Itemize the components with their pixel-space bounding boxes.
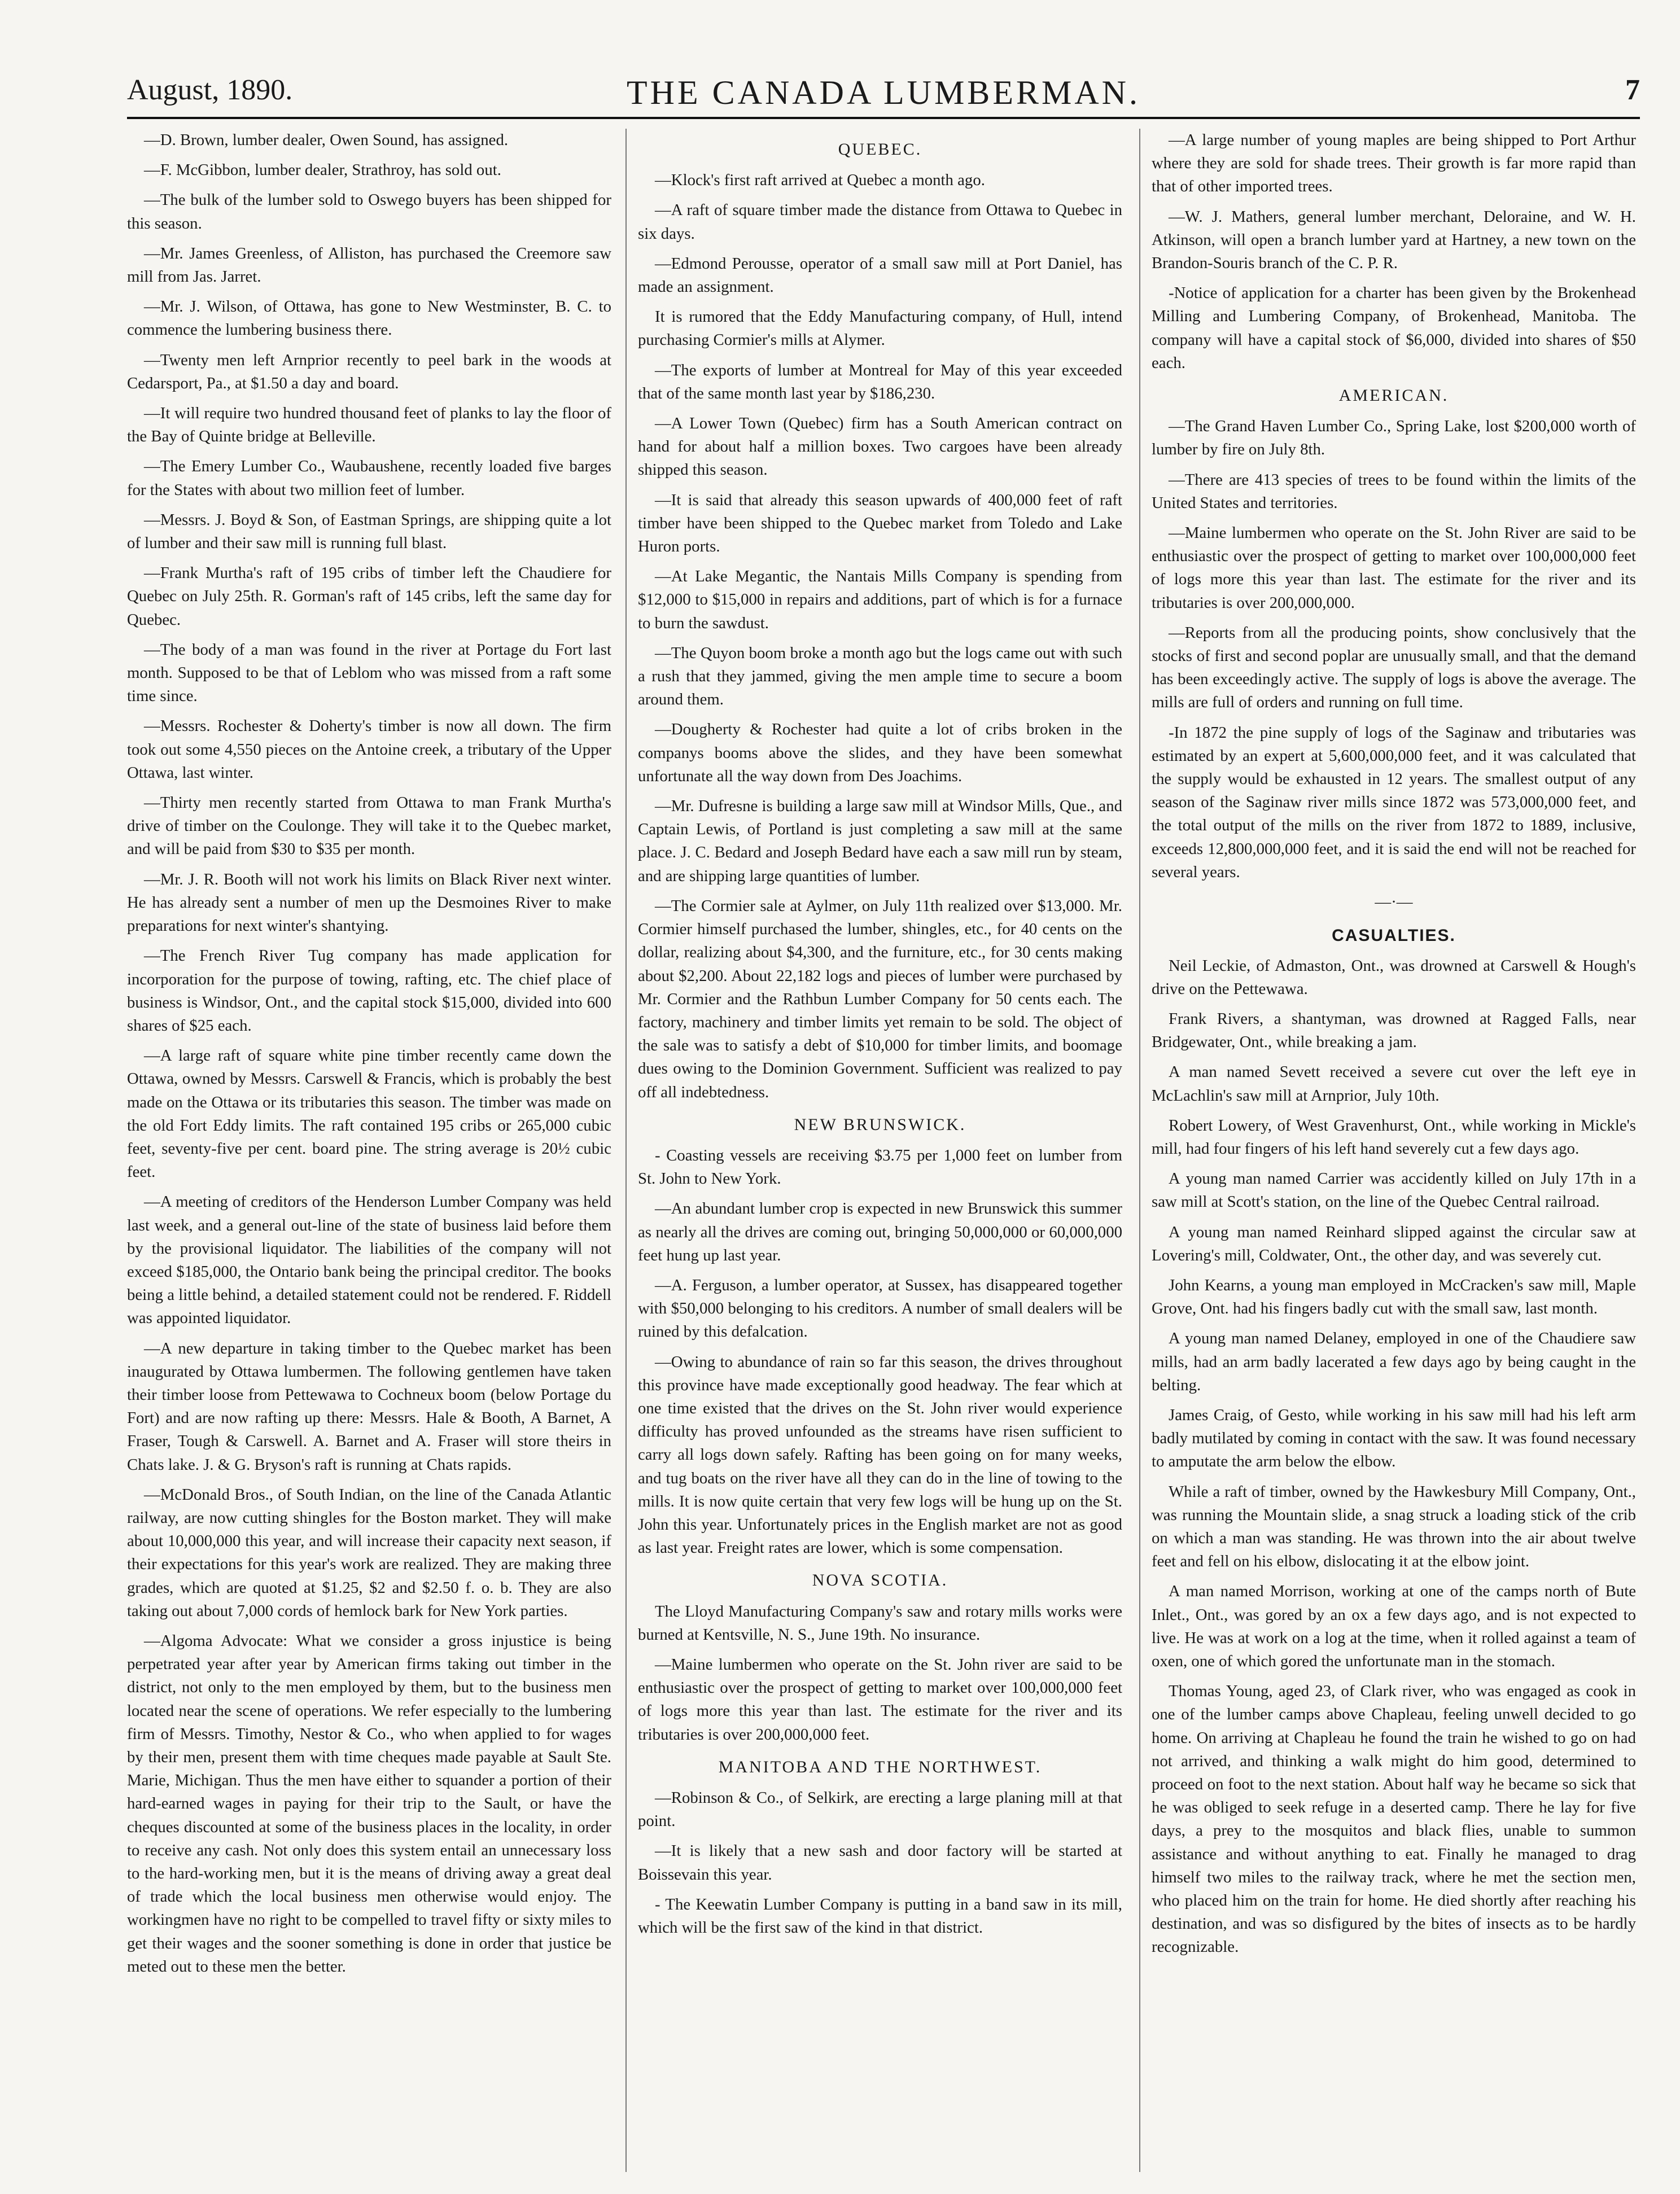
nova-scotia-news bbox=[638, 1600, 1122, 1746]
news-paragraph: —Frank Murtha's raft of 195 cribs of timber left the Chaudiere for Quebec on July 25th. R. Gorman's raft of 145 cribs, left the same day for Quebec. bbox=[127, 564, 611, 629]
news-paragraph: —The Quyon boom broke a month ago but the logs came out with such a rush that they jammed, giving the men ample time to secure a boom around them. bbox=[638, 643, 1122, 709]
news-paragraph: A young man named Carrier was accidently killed on July 17th in a saw mill at Scott's station, on the line of the Quebec Central railroad. bbox=[1152, 1170, 1636, 1211]
news-paragraph: —The exports of lumber at Montreal for May of this year exceeded that of the same month last year by $186,230. bbox=[638, 361, 1122, 402]
header-rule bbox=[127, 117, 1640, 119]
news-paragraph: —Owing to abundance of rain so far this season, the drives throughout this province have made exceptionally good headway. The fear which at one time existed that the drives on the St. John river would experience difficulty has proved unfounded as the streams have risen sufficient to carry all logs down safely. Rafting has been going on for many weeks, and tug boats on the river have all they can do in the line of towing to the mills. It is now quite certain that very few logs will be hung up on the St. John this year. Unfortunately prices in the English market are not as good as last year. Freight rates are lower, which is some compensation. bbox=[638, 1352, 1122, 1557]
section-heading-casualties: CASUALTIES. bbox=[1332, 926, 1456, 945]
new-brunswick-news bbox=[638, 1144, 1122, 1560]
news-paragraph: —F. McGibbon, lumber dealer, Strathroy, has sold out. bbox=[144, 161, 501, 179]
news-paragraph: —The French River Tug company has made application for incorporation for the purpose of towing, rafting, etc. The chief place of business is Windsor, Ont., and the capital stock $15,000, divided into 600 shares of $25 each. bbox=[127, 947, 611, 1035]
news-paragraph: —A meeting of creditors of the Henderson Lumber Company was held last week, and a general out-line of the state of business laid before them by the provisional liquidator. The liabilities of the company will not exceed $185,000, the Ontario bank being the principal creditor. The books being a little behind, a detailed statement could not be rendered. F. Riddell was appointed liquidator. bbox=[127, 1193, 611, 1328]
manitoba-news-continued bbox=[1152, 129, 1636, 375]
section-heading-nova-scotia: NOVA SCOTIA. bbox=[812, 1571, 948, 1590]
news-paragraph: —Twenty men left Arnprior recently to peel bark in the woods at Cedarsport, Pa., at $1.50 a day and board. bbox=[127, 351, 611, 392]
section-heading-american: AMERICAN. bbox=[1338, 386, 1449, 405]
news-paragraph: A man named Morrison, working at one of the camps north of Bute Inlet., Ont., was gored by an ox a few days ago, and is not expected to live. He was at work on a log at the time, when it rolled against a team of oxen, one of which gored the unfortunate man in the stomach. bbox=[1152, 1582, 1636, 1670]
section-heading-quebec: QUEBEC. bbox=[838, 140, 922, 159]
news-paragraph: John Kearns, a young man employed in McCracken's saw mill, Maple Grove, Ont. had his fingers badly cut with the small saw, last month. bbox=[1152, 1276, 1636, 1318]
news-paragraph: —W. J. Mathers, general lumber merchant, Deloraine, and W. H. Atkinson, will open a branch lumber yard at Hartney, a new town on the Brandon-Souris branch of the C. P. R. bbox=[1152, 207, 1636, 273]
news-paragraph: —Robinson & Co., of Selkirk, are erecting a large planing mill at that point. bbox=[638, 1789, 1122, 1830]
news-paragraph: —There are 413 species of trees to be found within the limits of the United States and territories. bbox=[1152, 470, 1636, 512]
news-paragraph: Robert Lowery, of West Gravenhurst, Ont., while working in Mickle's mill, had four fingers of his left hand severely cut a few days ago. bbox=[1152, 1116, 1636, 1158]
section-divider: —·— bbox=[1375, 893, 1413, 912]
news-paragraph: The Lloyd Manufacturing Company's saw and rotary mills works were burned at Kentsville, N. S., June 19th. No insurance. bbox=[638, 1602, 1122, 1644]
column-divider bbox=[625, 129, 627, 2172]
news-paragraph: While a raft of timber, owned by the Hawkesbury Mill Company, Ont., was running the Mountain slide, a snag struck a loading stick of the crib on which a man was standing. He was thrown into the air about twelve feet and fell on his elbow, dislocating it at the elbow joint. bbox=[1152, 1482, 1636, 1571]
news-paragraph: —A large number of young maples are being shipped to Port Arthur where they are sold for shade trees. Their growth is far more rapid than that of other imported trees. bbox=[1152, 131, 1636, 196]
news-paragraph: —The Emery Lumber Co., Waubaushene, recently loaded five barges for the States with about two million feet of lumber. bbox=[127, 457, 611, 499]
news-paragraph: A young man named Delaney, employed in one of the Chaudiere saw mills, had an arm badly lacerated a few days ago by being caught in the belting. bbox=[1152, 1329, 1636, 1394]
american-news bbox=[1152, 415, 1636, 884]
column-1 bbox=[127, 129, 611, 1985]
news-paragraph: Frank Rivers, a shantyman, was drowned at Ragged Falls, near Bridgewater, Ont., while breaking a jam. bbox=[1152, 1009, 1636, 1052]
news-paragraph: —Thirty men recently started from Ottawa to man Frank Murtha's drive of timber on the Coulonge. They will take it to the Quebec market, and will be paid from $30 to $35 per month. bbox=[127, 794, 611, 859]
news-paragraph: —McDonald Bros., of South Indian, on the line of the Canada Atlantic railway, are now cutting shingles for the Boston market. They will make about 10,000,000 this year, and will increase their capacity next season, if their expectations for this year's work are realized. They are making three grades, which are quoted at $1.25, $2 and $2.50 f. o. b. They are also taking out about 7,000 cords of hemlock bark for New York parties. bbox=[127, 1485, 611, 1620]
news-paragraph: —It is said that already this season upwards of 400,000 feet of raft timber have been shipped to the Quebec market from Toledo and Lake Huron ports. bbox=[638, 491, 1122, 556]
news-paragraph: —It is likely that a new sash and door factory will be started at Boissevain this year. bbox=[638, 1842, 1122, 1884]
news-paragraph: - The Keewatin Lumber Company is putting in a band saw in its mill, which will be the first saw of the kind in that district. bbox=[638, 1895, 1122, 1937]
column-2 bbox=[638, 129, 1122, 1946]
news-paragraph: —Maine lumbermen who operate on the St. John river are said to be enthusiastic over the prospect of getting to market over 100,000,000 feet of logs more this year than last. The estimate for the river and its tributaries is over 200,000,000 feet. bbox=[638, 1655, 1122, 1744]
news-paragraph: —A. Ferguson, a lumber operator, at Sussex, has disappeared together with $50,000 belonging to his creditors. A number of small dealers will be ruined by this defalcation. bbox=[638, 1276, 1122, 1341]
news-paragraph: —Mr. Dufresne is building a large saw mill at Windsor Mills, Que., and Captain Lewis, of Portland is just completing a saw mill at the same place. J. C. Bedard and Joseph Bedard have each a saw mill run by steam, and are shipping large quantities of lumber. bbox=[638, 797, 1122, 885]
news-paragraph: -In 1872 the pine supply of logs of the Saginaw and tributaries was estimated by an expert at 5,600,000,000 feet, and it was calculated that the supply would be exhausted in 12 years. The smallest output of any season of the Saginaw river mills since 1872 was 573,000,000 feet, and the total output of the mills on the river from 1872 to 1889, inclusive, exceeds 12,800,000,000 feet, and it is said the end will not be reached for several years. bbox=[1152, 723, 1636, 881]
quebec-news bbox=[638, 169, 1122, 1104]
news-paragraph: —Mr. J. R. Booth will not work his limits on Black River next winter. He has already sent a number of men up the Desmoines River to make preparations for next winter's shantying. bbox=[127, 870, 611, 935]
news-paragraph: —A raft of square timber made the distance from Ottawa to Quebec in six days. bbox=[638, 201, 1122, 243]
news-paragraph: - Coasting vessels are receiving $3.75 per 1,000 feet on lumber from St. John to New York. bbox=[638, 1146, 1122, 1188]
section-heading-new-brunswick: NEW BRUNSWICK. bbox=[794, 1115, 966, 1134]
news-paragraph: —The Grand Haven Lumber Co., Spring Lake, lost $200,000 worth of lumber by fire on July 8th. bbox=[1152, 417, 1636, 459]
news-paragraph: Thomas Young, aged 23, of Clark river, who was engaged as cook in one of the lumber camps above Chapleau, feeling unwell decided to go home. On arriving at Chapleau he found the train he wished to go on had not arrived, and thinking a walk might do him good, determined to proceed on foot to the next station. About half way he became so sick that he was obliged to seek refuge in a deserted camp. There he lay for five days, a prey to the mosquitos and black flies, unable to summon assistance and without anything to eat. Finally he managed to drag himself two miles to the railway track, where he met the section men, who placed him on the train for home. He died shortly after reaching his destination, and was so disfigured by the bites of insects as to be hardly recognizable. bbox=[1152, 1682, 1636, 1956]
news-paragraph: —Maine lumbermen who operate on the St. John River are said to be enthusiastic over the prospect of getting to market over 100,000,000 feet of logs more this year than last. The estimate for the river and its tributaries is over 200,000,000. bbox=[1152, 524, 1636, 612]
news-paragraph: —Mr. J. Wilson, of Ottawa, has gone to New Westminster, B. C. to commence the lumbering business there. bbox=[127, 297, 611, 339]
news-paragraph: —Klock's first raft arrived at Quebec a month ago. bbox=[655, 171, 985, 190]
news-paragraph: James Craig, of Gesto, while working in his saw mill had his left arm badly mutilated by coming in contact with the saw. It was found necessary to amputate the arm below the elbow. bbox=[1152, 1405, 1636, 1471]
publication-title: THE CANADA LUMBERMAN. bbox=[626, 74, 1141, 111]
news-paragraph: —Messrs. J. Boyd & Son, of Eastman Springs, are shipping quite a lot of lumber and their saw mill is running full blast. bbox=[127, 510, 611, 553]
news-paragraph: -Notice of application for a charter has been given by the Brokenhead Milling and Lumbering Company, of Brokenhead, Manitoba. The company will have a capital stock of $6,000, divided into shares of $50 each. bbox=[1152, 284, 1636, 372]
news-paragraph: —Dougherty & Rochester had quite a lot of cribs broken in the companys booms above the slides, and they have been somewhat unfortunate all the way down from Des Joachims. bbox=[638, 720, 1122, 785]
news-paragraph: It is rumored that the Eddy Manufacturing company, of Hull, intend purchasing Cormier's mills at Alymer. bbox=[638, 308, 1122, 349]
issue-date: August, 1890. bbox=[127, 74, 293, 106]
news-paragraph: —Mr. James Greenless, of Alliston, has purchased the Creemore saw mill from Jas. Jarret. bbox=[127, 244, 611, 286]
news-paragraph: —A new departure in taking timber to the Quebec market has been inaugurated by Ottawa lumbermen. The following gentlemen have taken their timber loose from Pettewawa to Cochneux boom (below Portage du Fort) and are now rafting up there: Messrs. Hale & Booth, A Barnet, A Fraser, Tough & Carswell. A. Barnet and A. Fraser will store theirs in Chats lake. J. & G. Bryson's raft is running at Chats rapids. bbox=[127, 1339, 611, 1474]
news-paragraph: —Edmond Perousse, operator of a small saw mill at Port Daniel, has made an assignment. bbox=[638, 254, 1122, 296]
news-paragraph: A man named Sevett received a severe cut over the left eye in McLachlin's saw mill at Arnprior, July 10th. bbox=[1152, 1063, 1636, 1105]
casualties-news bbox=[1152, 954, 1636, 1959]
news-paragraph: —D. Brown, lumber dealer, Owen Sound, has assigned. bbox=[144, 131, 509, 149]
news-paragraph: —Messrs. Rochester & Doherty's timber is now all down. The firm took out some 4,550 pieces on the Antoine creek, a tributary of the Upper Ottawa, last winter. bbox=[127, 717, 611, 782]
page-number: 7 bbox=[1625, 74, 1640, 106]
news-paragraph: —The bulk of the lumber sold to Oswego buyers has been shipped for this season. bbox=[127, 191, 611, 233]
column-divider bbox=[1139, 129, 1140, 2172]
column-3 bbox=[1152, 129, 1636, 1966]
news-paragraph: —It will require two hundred thousand feet of planks to lay the floor of the Bay of Quinte bridge at Belleville. bbox=[127, 404, 611, 446]
general-news bbox=[127, 129, 611, 1978]
news-paragraph: Neil Leckie, of Admaston, Ont., was drowned at Carswell & Hough's drive on the Pettewawa. bbox=[1152, 956, 1636, 998]
masthead bbox=[127, 73, 1640, 119]
news-paragraph: —A large raft of square white pine timber recently came down the Ottawa, owned by Messrs. Carswell & Francis, which is probably the best made on the Ottawa or its tributaries this season. The timber was made on the old Fort Eddy limits. The raft contained 195 cribs or 265,000 cubic feet, seventy-five per cent. board pine. The string average is 20½ cubic feet. bbox=[127, 1046, 611, 1181]
news-paragraph: A young man named Reinhard slipped against the circular saw at Lovering's mill, Coldwater, Ont., the other day, and was severely cut. bbox=[1152, 1223, 1636, 1264]
news-paragraph: —The body of a man was found in the river at Portage du Fort last month. Supposed to be that of Leblom who was missed from a raft some time since. bbox=[127, 640, 611, 706]
news-paragraph: —A Lower Town (Quebec) firm has a South American contract on hand for about half a million boxes. Two cargoes have been already shipped this season. bbox=[638, 414, 1122, 479]
manitoba-news bbox=[638, 1786, 1122, 1939]
news-paragraph: —An abundant lumber crop is expected in new Brunswick this summer as nearly all the drives are coming out, bringing 50,000,000 or 60,000,000 feet hung up last year. bbox=[638, 1199, 1122, 1264]
news-paragraph: —Reports from all the producing points, show conclusively that the stocks of first and second poplar are unusually small, and that the demand has been exceedingly active. The supply of logs is above the average. The mills are full of orders and running on full time. bbox=[1152, 623, 1636, 712]
news-paragraph: —The Cormier sale at Aylmer, on July 11th realized over $13,000. Mr. Cormier himself purchased the lumber, shingles, etc., for 40 cents on the dollar, realizing about $4,300, and the furniture, etc., for 30 cents making about $2,200. About 22,182 logs and pieces of lumber were purchased by Mr. Cormier and the Rathbun Lumber Company for 50 cents each. The factory, machinery and timber limits yet remain to be sold. The object of the sale was to satisfy a debt of $10,000 for timber limits, and boomage dues owing to the Dominion Government. Sufficient was realized to pay off all indebtedness. bbox=[638, 896, 1122, 1101]
news-paragraph: —At Lake Megantic, the Nantais Mills Company is spending from $12,000 to $15,000 in repairs and additions, part of which is for a furnace to burn the sawdust. bbox=[638, 567, 1122, 632]
news-paragraph: —Algoma Advocate: What we consider a gross injustice is being perpetrated year after year by American firms taking out timber in the district, not only to the men employed by them, but to the business men located near the scene of operations. We refer especially to the lumbering firm of Messrs. Timothy, Nestor & Co., who when applied to for wages by their men, present them with time cheques made payable at Sault Ste. Marie, Michigan. Thus the men have either to squander a portion of their hard-earned wages in paying for their trip to the Sault, or have the cheques discounted at some of the business places in the locality, in order to receive any cash. Not only does this system entail an unnecessary loss to the hard-working men, but it is the means of driving away a great deal of trade which the local business men otherwise would enjoy. The workingmen have no right to be compelled to travel fifty or sixty miles to get their wages and the sooner something is done in order that justice be meted out to these men the better. bbox=[127, 1631, 611, 1976]
section-heading-manitoba: MANITOBA AND THE NORTHWEST. bbox=[718, 1757, 1042, 1776]
